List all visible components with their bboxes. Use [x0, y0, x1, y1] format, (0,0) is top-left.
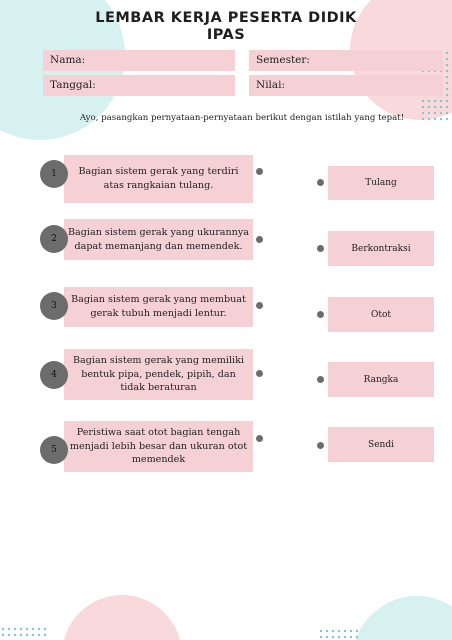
statement-box-1: [64, 155, 253, 203]
connector-dot-right[interactable]: [317, 179, 324, 186]
statement-text: Bagian sistem gerak yang ukurannya dapat memanjang dan memendek.: [68, 226, 249, 252]
number-badge: 3: [40, 292, 68, 320]
score-field[interactable]: Nilai:: [249, 75, 443, 96]
connector-dot-right[interactable]: [317, 376, 324, 383]
connector-dot-left[interactable]: [256, 168, 263, 175]
connector-dot-left[interactable]: [256, 370, 263, 377]
number-badge: 2: [40, 225, 68, 253]
decorative-dot-pattern: [0, 626, 50, 640]
instruction-text: Ayo, pasangkan pernyataan-pernyataan berikut dengan istilah yang tepat!: [79, 113, 405, 123]
statement-box-3: [64, 287, 253, 327]
term-box-5: Sendi: [328, 427, 434, 462]
decorative-dot-pattern: [318, 628, 362, 640]
connector-dot-right[interactable]: [317, 442, 324, 449]
number-badge: 1: [40, 160, 68, 188]
statement-text: Bagian sistem gerak yang terdiri atas rangkaian tulang.: [78, 166, 239, 191]
decorative-circle-teal: [352, 596, 452, 640]
semester-field[interactable]: Semester:: [249, 50, 443, 71]
connector-dot-right[interactable]: [317, 311, 324, 318]
date-field[interactable]: Tanggal:: [43, 75, 235, 96]
connector-dot-left[interactable]: [256, 435, 263, 442]
term-box-3: Otot: [328, 297, 434, 332]
statement-box-2: [64, 219, 253, 260]
connector-dot-left[interactable]: [256, 236, 263, 243]
worksheet-title: LEMBAR KERJA PESERTA DIDIK: [95, 10, 357, 26]
statement-text: Bagian sistem gerak yang membuat gerak tubuh menjadi lentur.: [71, 294, 246, 319]
statement-box-5: [64, 421, 253, 472]
statement-text: Bagian sistem gerak yang memiliki bentuk pipa, pendek, pipih, dan tidak beraturan: [73, 354, 244, 394]
term-box-4: Rangka: [328, 362, 434, 397]
worksheet-subject: IPAS: [206, 27, 246, 43]
statement-box-4: [64, 349, 253, 400]
connector-dot-right[interactable]: [317, 245, 324, 252]
decorative-circle-pink: [62, 595, 182, 640]
connector-dot-left[interactable]: [256, 302, 263, 309]
term-box-2: Berkontraksi: [328, 231, 434, 266]
number-badge: 5: [40, 436, 68, 464]
name-field[interactable]: Nama:: [43, 50, 235, 71]
statement-text: Peristiwa saat otot bagian tengah menjadi lebih besar dan ukuran otot memendek: [69, 426, 248, 466]
term-box-1: Tulang: [328, 166, 434, 200]
number-badge: 4: [40, 361, 68, 389]
